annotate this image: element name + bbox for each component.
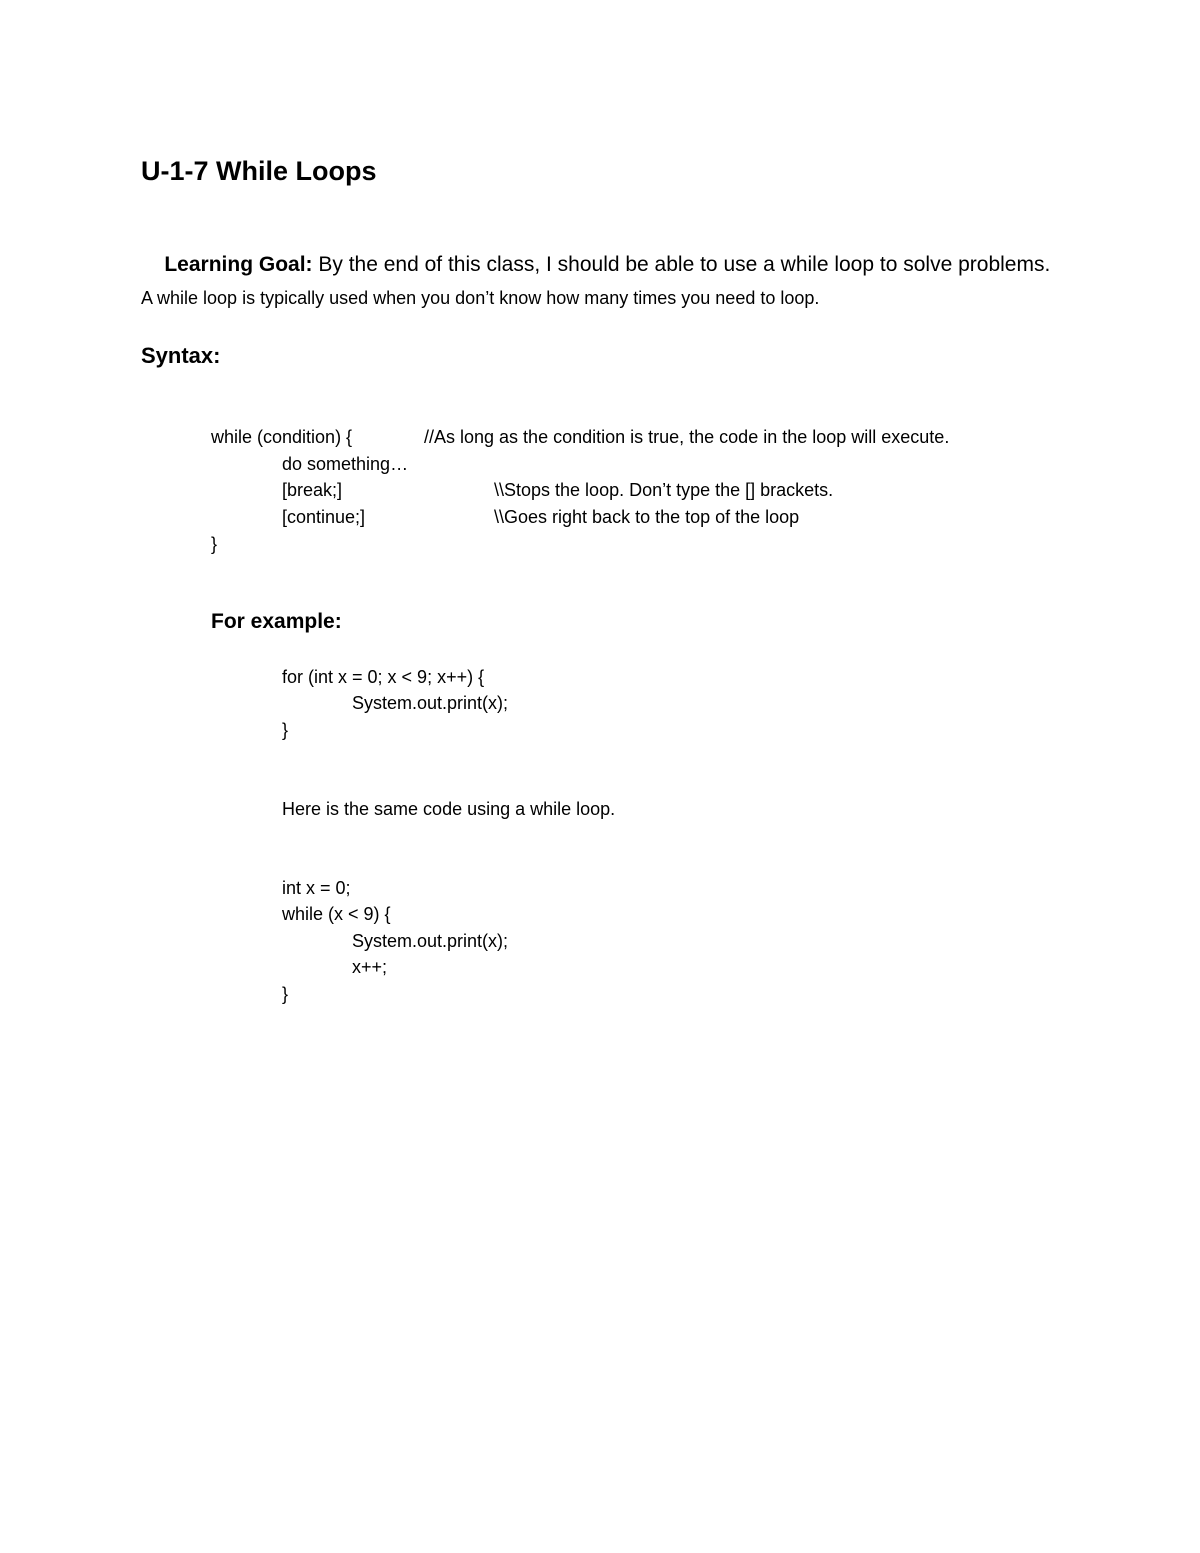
syntax-line-break: [break;] bbox=[282, 480, 343, 500]
while-code-line-1: int x = 0; bbox=[282, 878, 351, 898]
page-title: U-1-7 While Loops bbox=[141, 156, 377, 186]
while-code-line-2: while (x < 9) { bbox=[282, 904, 391, 924]
learning-goal bbox=[141, 233, 1050, 296]
syntax-line-while: while (condition) { bbox=[211, 427, 353, 447]
while-code-line-5: } bbox=[282, 984, 289, 1004]
while-code-line-4: x++; bbox=[352, 957, 388, 977]
while-code-line-3: System.out.print(x); bbox=[352, 931, 509, 951]
example-explanation: Here is the same code using a while loop. bbox=[282, 799, 616, 819]
for-code-line-3: } bbox=[282, 720, 289, 740]
syntax-comment-while: //As long as the condition is true, the code in the loop will execute. bbox=[424, 427, 950, 447]
syntax-comment-break: \\Stops the loop. Don’t type the [] brackets. bbox=[494, 480, 834, 500]
learning-goal-label: Learning Goal: bbox=[164, 253, 313, 276]
for-code-line-2: System.out.print(x); bbox=[352, 693, 509, 713]
syntax-line-body: do something… bbox=[282, 454, 409, 474]
syntax-line-close: } bbox=[211, 534, 218, 554]
syntax-line-continue: [continue;] bbox=[282, 507, 366, 527]
example-heading: For example: bbox=[211, 610, 342, 633]
intro-paragraph: A while loop is typically used when you don’t know how many times you need to loop. bbox=[141, 288, 820, 308]
syntax-heading: Syntax: bbox=[141, 343, 221, 368]
learning-goal-text: By the end of this class, I should be able to use a while loop to solve problems. bbox=[312, 253, 1051, 276]
syntax-comment-continue: \\Goes right back to the top of the loop bbox=[494, 507, 800, 527]
for-code-line-1: for (int x = 0; x < 9; x++) { bbox=[282, 667, 485, 687]
